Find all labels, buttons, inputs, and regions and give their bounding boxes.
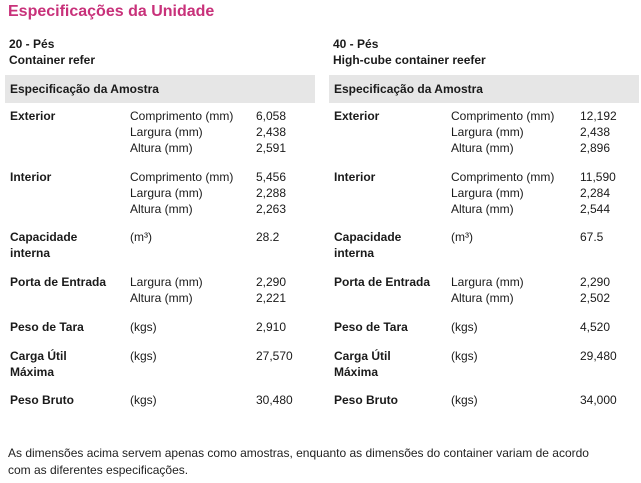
dim-name: Largura (mm) bbox=[451, 125, 524, 139]
unit: (kgs) bbox=[130, 393, 157, 407]
row-label: Exterior bbox=[10, 109, 56, 123]
value: 67.5 bbox=[580, 230, 604, 244]
value: 2,910 bbox=[256, 320, 287, 334]
dim-value: 2,221 bbox=[256, 291, 287, 305]
row-label: interna bbox=[334, 246, 375, 260]
spec-column-20ft bbox=[5, 36, 315, 407]
dim-value: 2,502 bbox=[580, 291, 611, 305]
unit: (kgs) bbox=[451, 393, 478, 407]
dim-value: 2,290 bbox=[580, 275, 611, 289]
unit: (kgs) bbox=[130, 320, 157, 334]
row-label: interna bbox=[10, 246, 51, 260]
value: 27,570 bbox=[256, 349, 293, 363]
value: 28.2 bbox=[256, 230, 280, 244]
row-label: Peso Bruto bbox=[10, 393, 75, 407]
spec-column-40ft bbox=[329, 36, 639, 407]
dim-name: Largura (mm) bbox=[130, 125, 203, 139]
row-label: Peso de Tara bbox=[10, 320, 84, 334]
dim-value: 2,284 bbox=[580, 186, 611, 200]
dim-name: Altura (mm) bbox=[130, 291, 193, 305]
dim-value: 5,456 bbox=[256, 170, 287, 184]
spec-header-bar: Especificação da Amostra bbox=[5, 75, 315, 103]
container-type: Container refer bbox=[9, 53, 96, 67]
unit: (kgs) bbox=[451, 349, 478, 363]
container-size: 40 - Pés bbox=[333, 37, 379, 51]
row-label: Interior bbox=[334, 170, 376, 184]
dim-value: 2,288 bbox=[256, 186, 287, 200]
value: 29,480 bbox=[580, 349, 617, 363]
dim-name: Comprimento (mm) bbox=[451, 109, 555, 123]
dim-name: Altura (mm) bbox=[130, 202, 193, 216]
dim-value: 12,192 bbox=[580, 109, 617, 123]
container-type: High-cube container reefer bbox=[333, 53, 486, 67]
dim-name: Largura (mm) bbox=[130, 186, 203, 200]
dim-value: 6,058 bbox=[256, 109, 287, 123]
unit: (kgs) bbox=[130, 349, 157, 363]
dim-value: 2,263 bbox=[256, 202, 287, 216]
row-label: Carga Útil bbox=[334, 349, 391, 363]
row-label: Peso de Tara bbox=[334, 320, 408, 334]
unit: (m³) bbox=[130, 230, 152, 244]
dim-value: 2,438 bbox=[256, 125, 287, 139]
footnote: As dimensões acima servem apenas como amostras, enquanto as dimensões do container variam de acordo com as diferentes especificações. bbox=[8, 446, 589, 477]
dim-name: Comprimento (mm) bbox=[451, 170, 555, 184]
row-label: Máxima bbox=[334, 365, 379, 379]
dim-value: 11,590 bbox=[580, 170, 616, 184]
dim-name: Comprimento (mm) bbox=[130, 109, 234, 123]
row-label: Carga Útil bbox=[10, 349, 67, 363]
dim-value: 2,438 bbox=[580, 125, 611, 139]
row-label: Interior bbox=[10, 170, 52, 184]
value: 30,480 bbox=[256, 393, 293, 407]
dim-name: Largura (mm) bbox=[451, 275, 524, 289]
dim-name: Largura (mm) bbox=[130, 275, 203, 289]
value: 34,000 bbox=[580, 393, 617, 407]
unit: (m³) bbox=[451, 230, 473, 244]
row-label: Peso Bruto bbox=[334, 393, 399, 407]
container-size: 20 - Pés bbox=[9, 37, 55, 51]
row-label: Porta de Entrada bbox=[10, 275, 107, 289]
dim-value: 2,290 bbox=[256, 275, 287, 289]
row-label: Porta de Entrada bbox=[334, 275, 431, 289]
dim-name: Altura (mm) bbox=[451, 141, 514, 155]
row-label: Capacidade bbox=[334, 230, 402, 244]
dim-value: 2,591 bbox=[256, 141, 287, 155]
unit: (kgs) bbox=[451, 320, 478, 334]
dim-name: Largura (mm) bbox=[451, 186, 524, 200]
value: 4,520 bbox=[580, 320, 611, 334]
page-title: Especificações da Unidade bbox=[8, 3, 215, 20]
row-label: Máxima bbox=[10, 365, 55, 379]
dim-value: 2,896 bbox=[580, 141, 611, 155]
row-label: Exterior bbox=[334, 109, 380, 123]
dim-value: 2,544 bbox=[580, 202, 611, 216]
dim-name: Altura (mm) bbox=[130, 141, 193, 155]
dim-name: Altura (mm) bbox=[451, 291, 514, 305]
row-label: Capacidade bbox=[10, 230, 78, 244]
spec-header-bar: Especificação da Amostra bbox=[329, 75, 639, 103]
dim-name: Altura (mm) bbox=[451, 202, 514, 216]
dim-name: Comprimento (mm) bbox=[130, 170, 234, 184]
